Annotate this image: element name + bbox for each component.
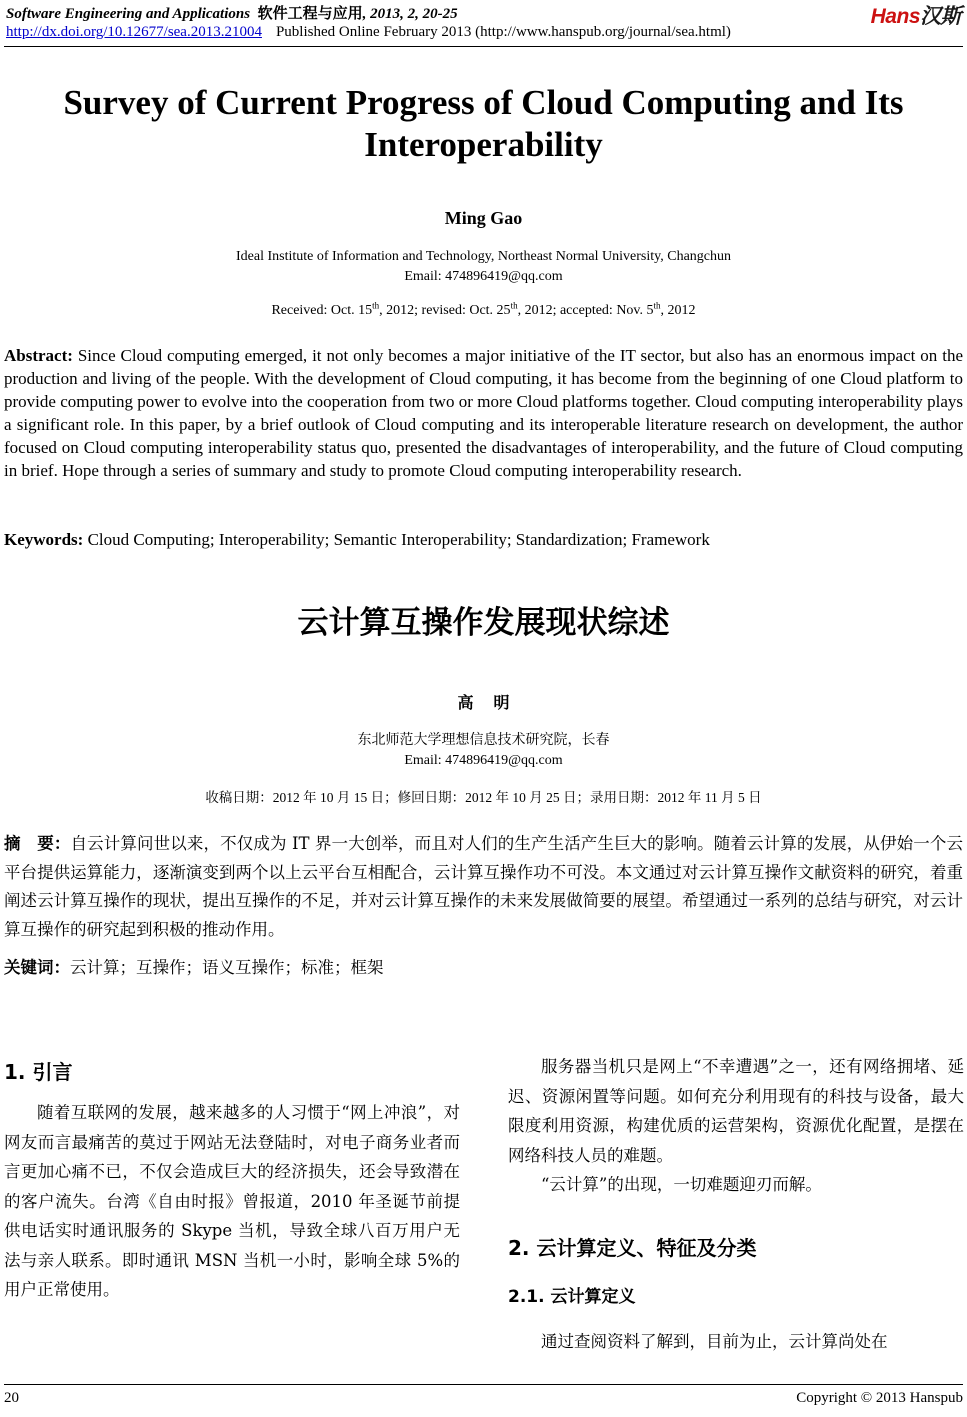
keywords-text: Cloud Computing; Interoperability; Semantic Interoperability; Standardization; Framework xyxy=(83,530,710,549)
footer-rule xyxy=(4,1384,963,1385)
doi-line xyxy=(6,24,731,41)
abstract xyxy=(4,344,963,482)
logo-cn: 汉斯 xyxy=(920,5,961,28)
header-rule xyxy=(4,46,963,47)
cn-affiliation: 东北师范大学理想信息技术研究院，长春 xyxy=(357,733,610,748)
cn-keywords-text: 云计算；互操作；语义互操作；标准；框架 xyxy=(70,958,384,977)
paper-title: Survey of Current Progress of Cloud Computing and Its Interoperability xyxy=(63,83,904,164)
cn-abstract xyxy=(4,830,963,944)
left-column xyxy=(4,1098,460,1305)
cn-received-dates: 收稿日期：2012 年 10 月 15 日；修回日期：2012 年 10 月 25 日；录用日期：2012 年 11 月 5 日 xyxy=(205,790,762,805)
journal-name-cn: 软件工程与应用 xyxy=(257,6,363,22)
right-paragraph-1: 服务器当机只是网上“不幸遭遇”之一，还有网络拥堵、延迟、资源闲置等问题。如何充分利用现有的科技与设备，最大限度利用资源，构建优质的运营架构，资源优化配置，是摆在网络科技人员的难题。 xyxy=(508,1057,964,1165)
copyright: Copyright © 2013 Hanspub xyxy=(796,1390,963,1406)
abstract-label: Abstract: xyxy=(4,346,73,365)
section-heading-intro: 1. 引言 xyxy=(4,1060,73,1084)
affiliation-block xyxy=(0,247,967,287)
right-column xyxy=(508,1052,964,1200)
logo-latin: Hans xyxy=(870,5,920,28)
cn-author: 高明 xyxy=(457,693,530,712)
affiliation: Ideal Institute of Information and Technology, Northeast Normal University, Changchun xyxy=(236,249,731,264)
hanspub-logo xyxy=(871,0,961,30)
cn-abstract-text: 自云计算问世以来，不仅成为 IT 界一大创举，而且对人们的生产生活产生巨大的影响。随着云计算的发展，从伊始一个云平台提供运算能力，逐渐演变到两个以上云平台互相配合，云计算互操作功不可没。本文通过对云计算互操作文献资料的研究，着重阐述云计算互操作的现状，提出互操作的不足，并对云计算互操作的未来发展做简要的展望。希望通过一系列的总结与研究，对云计算互操作的研究起到积极的推动作用。 xyxy=(4,834,964,939)
doi-link[interactable]: http://dx.doi.org/10.12677/sea.2013.21004 xyxy=(6,24,262,40)
cn-abstract-label: 摘 要： xyxy=(4,834,71,853)
author-name: Ming Gao xyxy=(444,208,523,228)
cn-keywords xyxy=(4,954,963,983)
definition-paragraph: 通过查阅资料了解到，目前为止，云计算尚处在 xyxy=(541,1332,888,1351)
section-heading-definition: 2. 云计算定义、特征及分类 xyxy=(508,1236,757,1260)
keywords-label: Keywords: xyxy=(4,530,84,549)
cn-keywords-label: 关键词： xyxy=(4,958,70,977)
page-number: 20 xyxy=(4,1390,19,1406)
published-info: Published Online February 2013 (http://www.hanspub.org/journal/sea.html) xyxy=(275,24,731,40)
journal-header xyxy=(6,2,458,23)
cn-affiliation-block xyxy=(0,731,967,771)
author-email: Email: 474896419@qq.com xyxy=(404,269,563,284)
cn-title: 云计算互操作发展现状综述 xyxy=(297,605,670,641)
subsection-heading: 2.1. 云计算定义 xyxy=(508,1287,636,1307)
journal-name: Software Engineering and Applications xyxy=(6,6,251,22)
right-paragraph-2: “云计算”的出现，一切难题迎刃而解。 xyxy=(541,1175,822,1194)
journal-issue: , 2013, 2, 20-25 xyxy=(362,6,458,22)
abstract-text: Since Cloud computing emerged, it not only becomes a major initiative of the IT sector, but also has an enormous impact on the production and living of the people. With the development of Cloud computing, it has become from the beginning of one Cloud platform to provide computing power to evolve into the cooperation from two or more Cloud platforms together. Cloud computing interoperability plays a significant role. In this paper, by a brief outlook of Cloud computing and its interoperable literature research on development, the author focused on Cloud computing interoperability status quo, presented the disadvantages of interoperability, and the future of Cloud computing in brief. Hope through a series of summary and study to promote Cloud computing interoperability research. xyxy=(4,346,963,480)
received-dates: Received: Oct. 15th, 2012; revised: Oct. 25th, 2012; accepted: Nov. 5th, 2012 xyxy=(271,300,696,318)
cn-email: Email: 474896419@qq.com xyxy=(404,753,563,768)
intro-paragraph: 随着互联网的发展，越来越多的人习惯于“网上冲浪”，对网友而言最痛苦的莫过于网站无法登陆时，对电子商务业者而言更加心痛不已，不仅会造成巨大的经济损失，还会导致潜在的客户流失。台湾《自由时报》曾报道，2010 年圣诞节前提供电话实时通讯服务的 Skype 当机，导致全球八百万用户无法与亲人联系。即时通讯 MSN 当机一小时，影响全球 5%的用户正常使用。 xyxy=(4,1103,460,1299)
keywords xyxy=(4,528,963,551)
right-column-continued xyxy=(508,1327,964,1357)
